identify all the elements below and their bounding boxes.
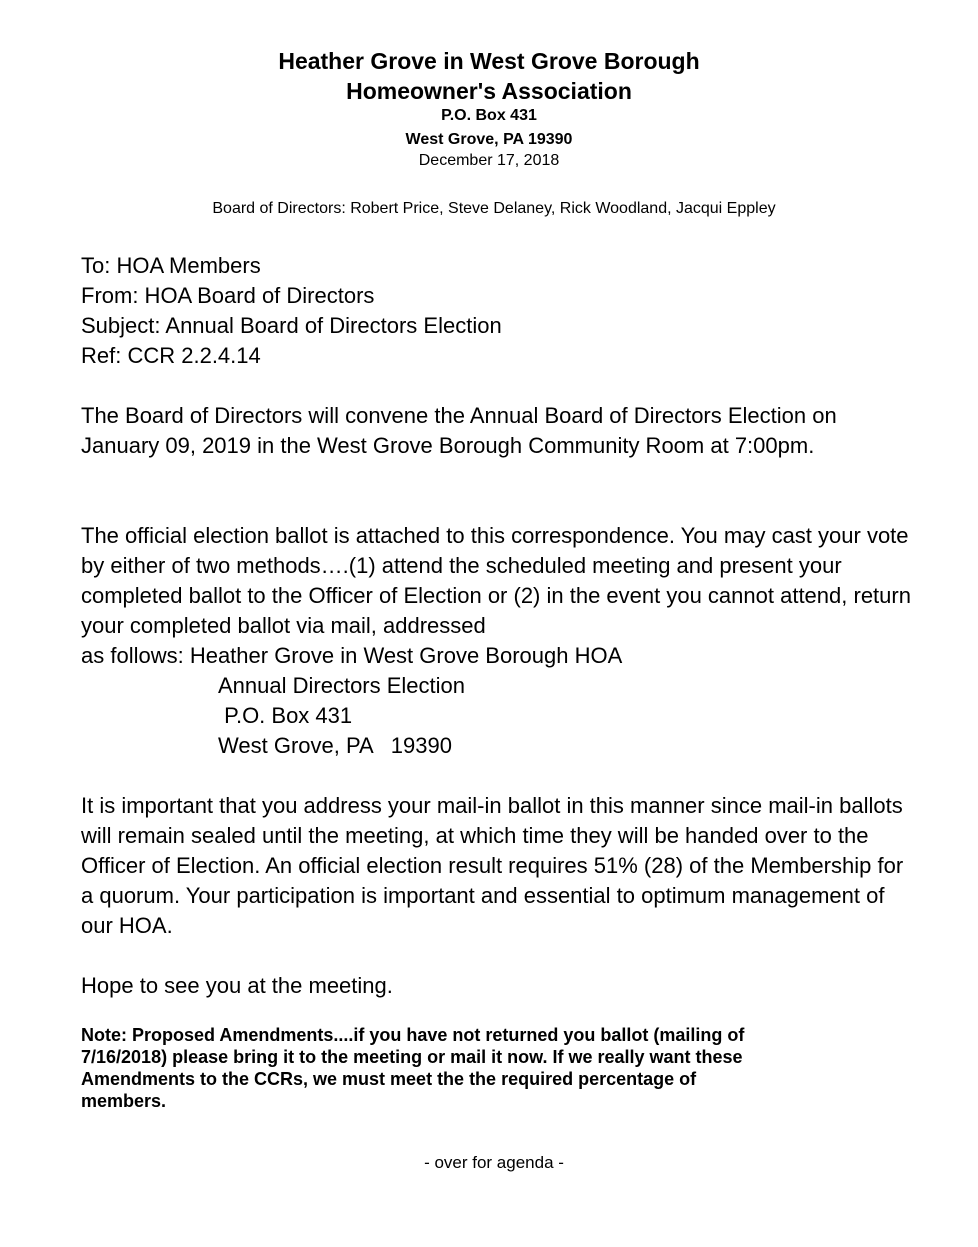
city-state-zip: West Grove, PA 19390 [405,131,573,148]
note-line3: Amendments to the CCRs, we must meet the the required percentage of [81,1069,697,1089]
note-line2: 7/16/2018) please bring it to the meeting or mail it now. If we really want these [81,1047,743,1067]
footer-over-for-agenda: - over for agenda - [424,1153,564,1172]
letter-date: December 17, 2018 [418,152,560,169]
paragraph-ballot-instructions [81,521,921,761]
memo-ref: Ref: CCR 2.2.4.14 [81,343,261,368]
amendments-note [81,1024,901,1112]
mailing-address-line2: Annual Directors Election [218,673,466,698]
memo-to: To: HOA Members [81,253,261,278]
org-name-line1: Heather Grove in West Grove Borough [278,48,700,74]
paragraph-closing: Hope to see you at the meeting. [81,973,393,998]
ballot-instructions-text: The official election ballot is attached to this correspondence. You may cast your vote by either of two methods….(1) attend the scheduled meeting and present your completed ballot to the Officer of Election or (2) in the event you cannot attend, return your completed ballot via mail, addressed [81,523,911,638]
mailing-address-lead: as follows: Heather Grove in West Grove Borough HOA [81,643,623,668]
paragraph-quorum-info: It is important that you address your mail-in ballot in this manner since mail-in ballots will remain sealed until the meeting, at which time they will be handed over to the Officer of Election. An official election result requires 51% (28) of the Membership for a quorum. Your participation is important and essential to optimum management of our HOA. [81,793,904,938]
note-line1: Note: Proposed Amendments....if you have not returned you ballot (mailing of [81,1025,745,1045]
memo-header [81,251,502,371]
memo-subject: Subject: Annual Board of Directors Election [81,313,502,338]
po-box: P.O. Box 431 [441,107,537,124]
org-name-line2: Homeowner's Association [346,78,632,104]
memo-from: From: HOA Board of Directors [81,283,375,308]
board-of-directors-line: Board of Directors: Robert Price, Steve Delaney, Rick Woodland, Jacqui Eppley [212,200,776,217]
mailing-address-line3: P.O. Box 431 [218,703,353,728]
paragraph-meeting-info: The Board of Directors will convene the Annual Board of Directors Election on January 09, 2019 in the West Grove Borough Community Room at 7:00pm. [81,403,837,458]
mailing-address-line4: West Grove, PA 19390 [218,733,452,758]
note-line4: members. [81,1091,167,1111]
